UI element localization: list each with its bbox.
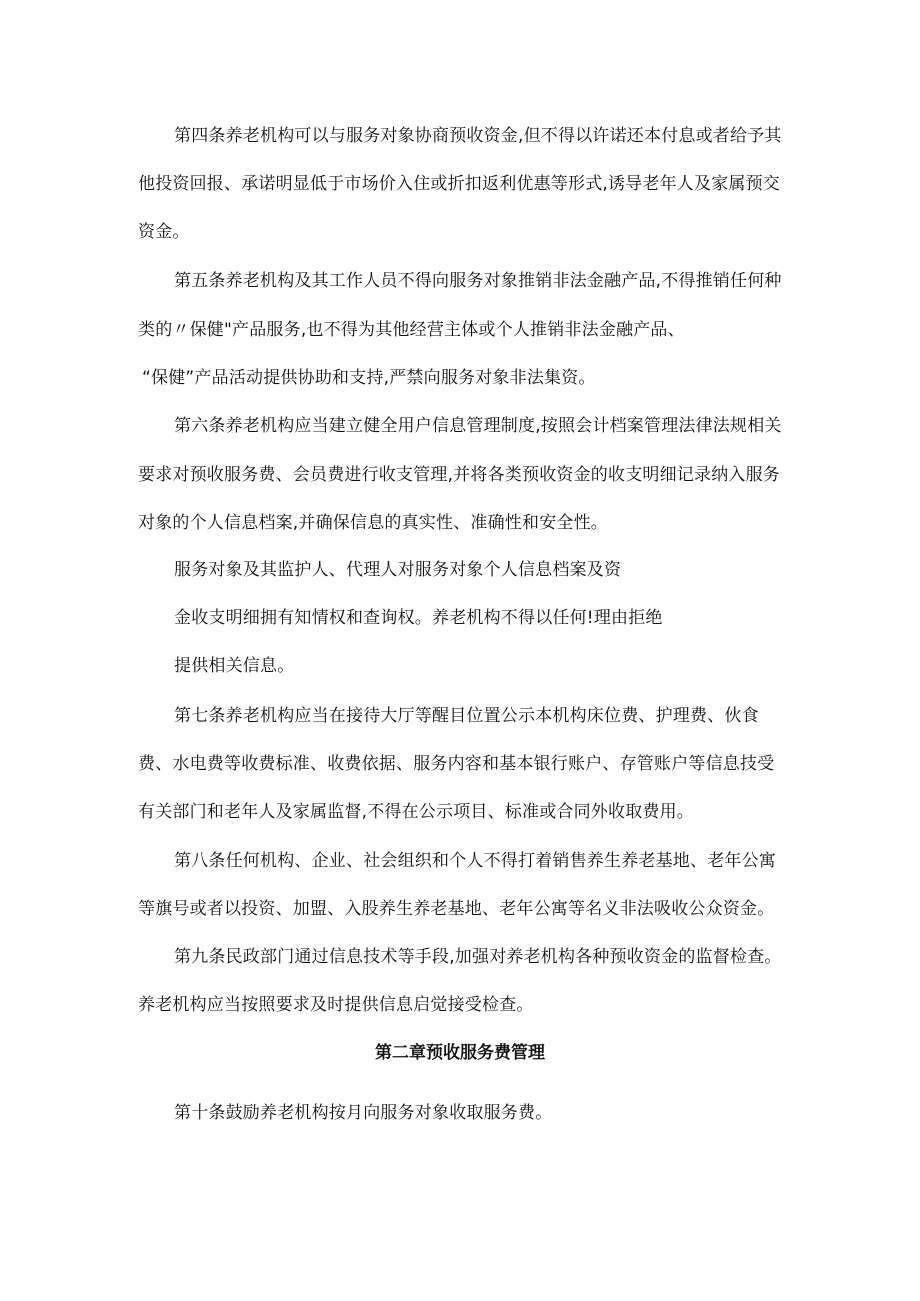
article-8-line-2: 等旗号或者以投资、加盟、入股养生养老基地、老年公寓等名义非法吸收公众资金。 bbox=[138, 899, 775, 919]
article-9-line-1: 第九条民政部门通过信息技术等手段,加强对养老机构各种预收资金的监督检查。 bbox=[174, 947, 782, 967]
article-5-line-3: “保健”产品活动提供协助和支持,严禁向服务对象非法集资。 bbox=[142, 368, 596, 388]
article-6-line-1: 第六条养老机构应当建立健全用户信息管理制度,按照会计档案管理法律法规相关 bbox=[174, 416, 782, 436]
article-6-line-2: 要求对预收服务费、会员费进行收支管理,并将各类预收资金的收支明细记录纳入服务 bbox=[138, 465, 781, 485]
article-5-line-1: 第五条养老机构及其工作人员不得向服务对象推销非法金融产品,不得推销任何种 bbox=[174, 271, 782, 291]
article-6-extra-line-3: 提供相关信息。 bbox=[174, 656, 295, 676]
article-7-line-3: 有关部门和老年人及家属监督,不得在公示项目、标准或合同外收取费用。 bbox=[138, 802, 695, 822]
article-8-line-1: 第八条任何机构、企业、社会组织和个人不得打着销售养生养老基地、老年公寓 bbox=[174, 851, 776, 871]
article-4-line-1: 第四条养老机构可以与服务对象协商预收资金,但不得以许诺还本付息或者给予其 bbox=[174, 126, 782, 146]
article-6-line-3: 对象的个人信息档案,并确保信息的真实性、准确性和安全性。 bbox=[138, 513, 609, 533]
article-4-line-3: 资金。 bbox=[138, 222, 190, 242]
article-5-line-2: 类的〃保健"产品服务,也不得为其他经营主体或个人推销非法金融产品、 bbox=[138, 320, 685, 340]
article-6-extra-line-2: 金收支明细拥有知情权和查询权。养老机构不得以任何!理由拒绝 bbox=[174, 608, 663, 628]
article-7-line-1: 第七条养老机构应当在接待大厅等醒目位置公示本机构床位费、护理费、伙食 bbox=[174, 706, 759, 726]
article-7-line-2: 费、水电费等收费标准、收费依据、服务内容和基本银行账户、存管账户等信息技受 bbox=[138, 754, 775, 774]
article-4-line-2: 他投资回报、承诺明显低于市场价入住或折扣返利优惠等形式,诱导老年人及家属预交 bbox=[138, 174, 781, 194]
article-10-line-1: 第十条鼓励养老机构按月向服务对象收取服务费。 bbox=[174, 1103, 553, 1123]
article-9-line-2: 养老机构应当按照要求及时提供信息启觉接受检查。 bbox=[138, 995, 534, 1015]
article-6-extra-line-1: 服务对象及其监护人、代理人对服务对象个人信息档案及资 bbox=[174, 560, 622, 580]
chapter-heading: 第二章预收服务费管理 bbox=[375, 1043, 545, 1063]
